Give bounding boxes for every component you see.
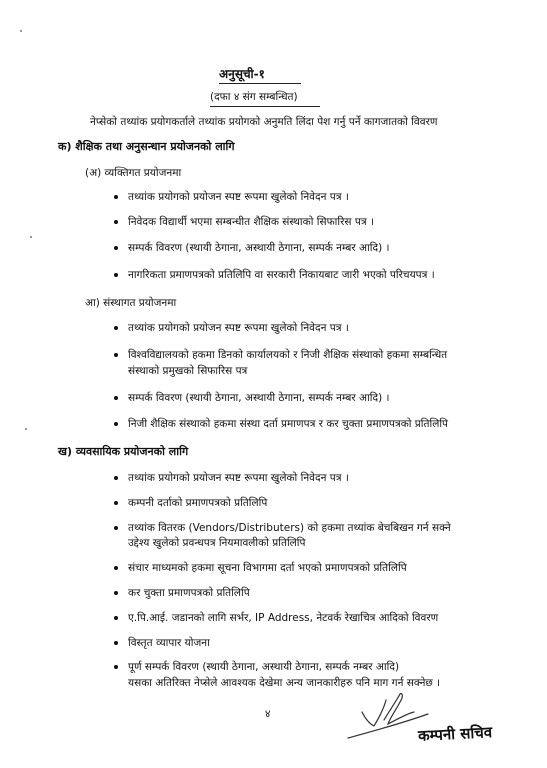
heading-underline <box>219 83 301 84</box>
scan-speck <box>20 30 22 32</box>
list-item-continuation: संस्थाको प्रमुखको सिफारिस पत्र <box>128 365 248 377</box>
scan-speck <box>25 428 27 430</box>
company-secretary-stamp: कम्पनी सचिव <box>417 723 493 745</box>
list-item: तथ्यांक प्रयोगको प्रयोजन स्पष्ट रूपमा खुलेको निवेदन पत्र । <box>128 472 349 484</box>
list-item: सम्पर्क विवरण (स्थायी ठेगाना, अस्थायी ठेगाना, सम्पर्क नम्बर आदि) । <box>128 392 390 404</box>
institutional-purpose-label: आ) संस्थागत प्रयोजनमा <box>85 297 177 309</box>
closing-note: यसका अतिरिक्त नेप्सेले आवश्यक देखेमा अन्य जानकारीहरु पनि माग गर्न सक्नेछ । <box>128 677 441 689</box>
section-b-heading: ख) व्यवसायिक प्रयोजनको लागि <box>58 445 189 458</box>
list-item: ए.पि.आई. जडानको लागि सर्भर, IP Address, नेटवर्क रेखाचित्र आदिको विवरण <box>128 612 439 624</box>
list-item: पूर्ण सम्पर्क विवरण (स्थायी ठेगाना, अस्थायी ठेगाना, सम्पर्क नम्बर आदि) <box>128 661 400 673</box>
list-item: नागरिकता प्रमाणपत्रको प्रतिलिपि वा सरकारी निकायबाट जारी भएको परिचयपत्र । <box>128 269 435 281</box>
list-item: विश्वविद्यालयको हकमा डिनको कार्यालयको र निजी शैक्षिक संस्थाको हकमा सम्बन्धित <box>128 349 448 361</box>
intro-text: नेप्सेको तथ्यांक प्रयोगकर्ताले तथ्यांक प्रयोगको अनुमति लिंदा पेश गर्नु पर्ने कागजातको विवरण <box>90 116 438 128</box>
document-heading: अनुसूची-१ <box>219 67 265 81</box>
list-item: विस्तृत व्यापार योजना <box>128 637 210 649</box>
scan-speck <box>30 236 32 238</box>
list-item: कर चुक्ता प्रमाणपत्रको प्रतिलिपि <box>128 587 250 599</box>
subheading-underline <box>210 106 320 107</box>
section-a-heading: क) शैक्षिक तथा अनुसन्धान प्रयोजनको लागि <box>58 140 235 153</box>
list-item-continuation: उद्देश्य खुलेको प्रवन्धपत्र नियमावलीको प्रतिलिपि <box>128 537 306 549</box>
list-item: तथ्यांक वितरक (Vendors/Distributers) को हकमा तथ्यांक बेचबिखन गर्न सक्ने <box>128 522 451 534</box>
list-item: संचार माध्यमको हकमा सूचना विभागमा दर्ता भएको प्रमाणपत्रको प्रतिलिपि <box>128 562 407 574</box>
page-number: ४ <box>265 708 271 720</box>
list-item: तथ्यांक प्रयोगको प्रयोजन स्पष्ट रूपमा खुलेको निवेदन पत्र । <box>128 322 349 334</box>
list-item: तथ्यांक प्रयोगको प्रयोजन स्पष्ट रूपमा खुलेको निवेदन पत्र । <box>128 191 349 203</box>
list-item: कम्पनी दर्ताको प्रमाणपत्रको प्रतिलिपि <box>128 497 268 509</box>
list-item: सम्पर्क विवरण (स्थायी ठेगाना, अस्थायी ठेगाना, सम्पर्क नम्बर आदि) । <box>128 242 390 254</box>
list-item: निवेदक विद्यार्थी भएमा सम्बन्धीत शैक्षिक संस्थाको सिफारिस पत्र । <box>128 216 374 228</box>
list-item: निजी शैक्षिक संस्थाको हकमा संस्था दर्ता प्रमाणपत्र र कर चुक्ता प्रमाणपत्रको प्रतिलिपि <box>128 418 449 430</box>
document-subheading: (दफा ४ संग सम्बन्धित) <box>210 91 298 103</box>
personal-purpose-label: (अ) व्यक्तिगत प्रयोजनमा <box>85 167 182 179</box>
